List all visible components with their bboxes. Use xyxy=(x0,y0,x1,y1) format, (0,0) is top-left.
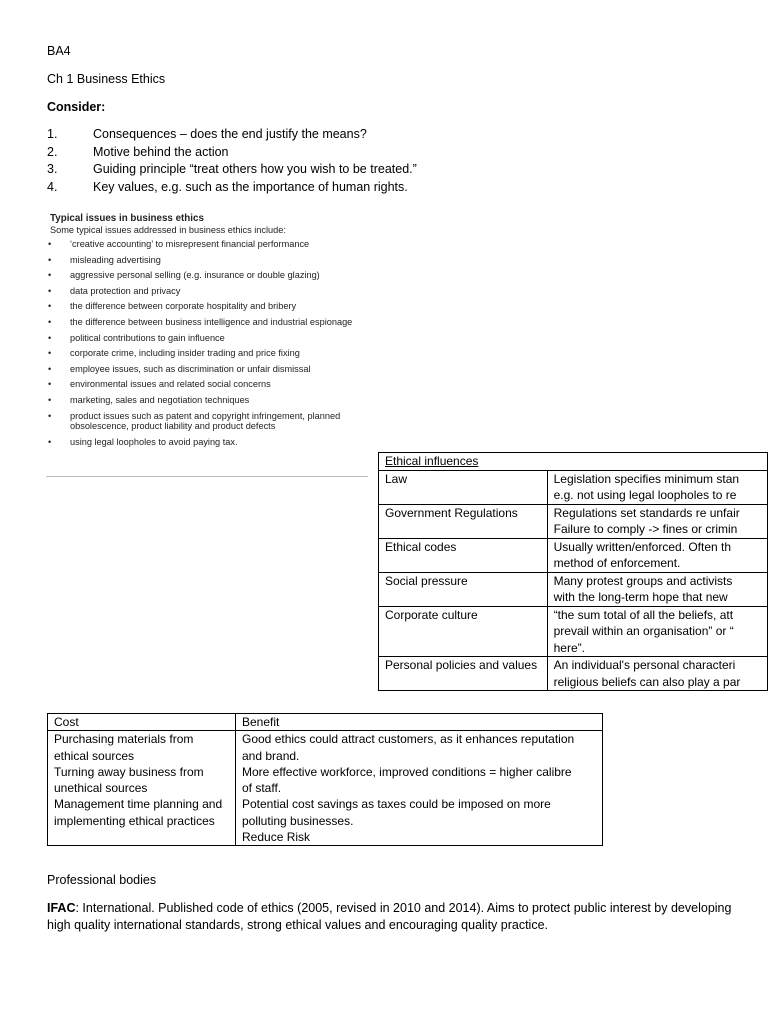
consider-item xyxy=(47,144,417,162)
consider-item-text: Key values, e.g. such as the importance of human rights. xyxy=(93,179,408,194)
benefit-line: polluting businesses. xyxy=(242,813,354,828)
bullet-icon: • xyxy=(48,301,52,312)
description-line: Many protest groups and activists xyxy=(553,573,733,588)
consider-item xyxy=(47,161,417,179)
consider-label: Consider: xyxy=(47,100,106,114)
cost-header: Cost xyxy=(48,714,236,731)
benefit-line: Potential cost savings as taxes could be imposed on more xyxy=(242,797,551,812)
benefit-line: and brand. xyxy=(242,748,300,763)
description-line: Failure to comply -> fines or crimin xyxy=(553,522,738,536)
issue-text: misleading advertising xyxy=(70,254,161,265)
issue-item xyxy=(48,437,368,447)
influence-name: Law xyxy=(379,470,548,504)
table-row xyxy=(379,470,768,504)
consider-item-text: Consequences – does the end justify the means? xyxy=(93,127,367,141)
issue-text: marketing, sales and negotiation techniques xyxy=(70,394,250,405)
issue-text: using legal loopholes to avoid paying tax. xyxy=(70,436,238,447)
bullet-icon: • xyxy=(48,410,52,421)
issue-item xyxy=(48,270,368,280)
influence-description xyxy=(547,657,767,691)
bullet-icon: • xyxy=(48,254,52,265)
issue-item xyxy=(48,379,368,389)
cost-benefit-table xyxy=(47,713,603,846)
consider-item-text: Motive behind the action xyxy=(93,144,229,159)
benefit-line: More effective workforce, improved conditions = higher calibre xyxy=(242,764,572,779)
issue-item xyxy=(48,255,368,265)
consider-item-number: 1. xyxy=(47,127,58,141)
issues-list xyxy=(48,239,368,447)
cost-cell xyxy=(48,731,236,846)
ifac-paragraph xyxy=(47,900,737,934)
table-header: Ethical influences xyxy=(379,453,768,471)
influence-description xyxy=(547,504,767,538)
issue-text: the difference between corporate hospitality and bribery xyxy=(70,301,297,312)
bullet-icon: • xyxy=(48,379,52,390)
benefit-line: Reduce Risk xyxy=(242,830,311,845)
issue-item xyxy=(48,395,368,405)
issue-text: employee issues, such as discrimination or unfair dismissal xyxy=(70,363,311,374)
description-line: Legislation specifies minimum stan xyxy=(553,471,740,486)
cost-line: ethical sources xyxy=(54,748,135,763)
ethical-influences-table xyxy=(378,452,768,691)
consider-item xyxy=(47,179,417,197)
issue-text: corporate crime, including insider trading and price fixing xyxy=(70,348,300,359)
consider-item-number: 4. xyxy=(47,179,58,194)
description-line: here”. xyxy=(553,640,585,655)
table-row xyxy=(379,538,768,572)
description-line: with the long-term hope that new xyxy=(553,590,728,604)
issue-item xyxy=(48,301,368,311)
cost-line: unethical sources xyxy=(54,781,148,796)
professional-bodies-label: Professional bodies xyxy=(47,873,157,887)
issues-intro: Some typical issues addressed in business ethics include: xyxy=(50,225,286,235)
influence-name: Corporate culture xyxy=(379,606,548,657)
bullet-icon: • xyxy=(48,363,52,374)
table-row xyxy=(48,731,603,846)
description-line: An individual's personal characteri xyxy=(553,658,736,672)
description-line: prevail within an organisation” or “ xyxy=(553,624,734,638)
bullet-icon: • xyxy=(48,436,52,447)
issue-item xyxy=(48,239,368,249)
table-header-row xyxy=(48,714,603,731)
issue-text: ‘creative accounting’ to misrepresent financial performance xyxy=(70,239,310,249)
influence-name: Personal policies and values xyxy=(379,657,548,691)
cost-line: Management time planning and xyxy=(54,797,223,812)
course-code: BA4 xyxy=(47,44,71,58)
consider-item xyxy=(47,126,417,144)
table-row xyxy=(379,572,768,606)
benefit-line: Good ethics could attract customers, as it enhances reputation xyxy=(242,732,575,747)
influence-name: Social pressure xyxy=(379,572,548,606)
influence-name: Government Regulations xyxy=(379,504,548,538)
benefit-cell xyxy=(236,731,603,846)
description-line: religious beliefs can also play a par xyxy=(553,674,741,689)
consider-list xyxy=(47,126,417,196)
table-header-row xyxy=(379,453,768,471)
description-line: method of enforcement. xyxy=(553,556,681,570)
description-line: Regulations set standards re unfair xyxy=(553,505,740,520)
benefit-line: of staff. xyxy=(242,781,282,796)
bullet-icon: • xyxy=(48,239,52,249)
chapter-title: Ch 1 Business Ethics xyxy=(47,72,166,86)
bullet-icon: • xyxy=(48,285,52,296)
typical-issues-excerpt xyxy=(48,213,368,452)
ifac-text: : International. Published code of ethics (2005, revised in 2010 and 2014). Aims to protect public interest by developing high quality international standards, strong ethical values and encouraging quality practice. xyxy=(47,901,732,932)
bullet-icon: • xyxy=(48,348,52,359)
cost-line: Turning away business from xyxy=(54,764,204,779)
benefit-header: Benefit xyxy=(236,714,603,731)
issue-text: political contributions to gain influence xyxy=(70,332,225,343)
issue-item xyxy=(48,333,368,343)
issue-text: data protection and privacy xyxy=(70,285,181,296)
bullet-icon: • xyxy=(48,332,52,343)
description-line: Usually written/enforced. Often th xyxy=(553,539,732,554)
issue-item xyxy=(48,348,368,358)
influence-description xyxy=(547,606,767,657)
consider-item-number: 2. xyxy=(47,144,58,159)
issue-item xyxy=(48,317,368,327)
issue-item xyxy=(48,411,368,432)
issue-text: the difference between business intelligence and industrial espionage xyxy=(70,316,353,327)
cost-line: implementing ethical practices xyxy=(54,813,215,828)
issue-item xyxy=(48,286,368,296)
bullet-icon: • xyxy=(48,270,52,281)
issue-text: product issues such as patent and copyright infringement, planned obsolescence, product liability and product defects xyxy=(70,410,341,431)
influence-description xyxy=(547,470,767,504)
influence-description xyxy=(547,572,767,606)
table-row xyxy=(379,504,768,538)
description-line: “the sum total of all the beliefs, att xyxy=(553,607,734,622)
issues-title: Typical issues in business ethics xyxy=(50,213,204,224)
table-row xyxy=(379,606,768,657)
consider-item-text: Guiding principle “treat others how you wish to be treated.” xyxy=(93,162,417,177)
table-row xyxy=(379,657,768,691)
consider-item-number: 3. xyxy=(47,162,58,177)
influence-name: Ethical codes xyxy=(379,538,548,572)
issue-text: environmental issues and related social concerns xyxy=(70,379,271,390)
bullet-icon: • xyxy=(48,394,52,405)
description-line: e.g. not using legal loopholes to re xyxy=(553,488,737,502)
bullet-icon: • xyxy=(48,316,52,327)
divider xyxy=(46,476,368,477)
cost-line: Purchasing materials from xyxy=(54,732,194,747)
issue-text: aggressive personal selling (e.g. insurance or double glazing) xyxy=(70,270,320,281)
issue-item xyxy=(48,364,368,374)
influence-description xyxy=(547,538,767,572)
ifac-name: IFAC xyxy=(47,901,76,915)
